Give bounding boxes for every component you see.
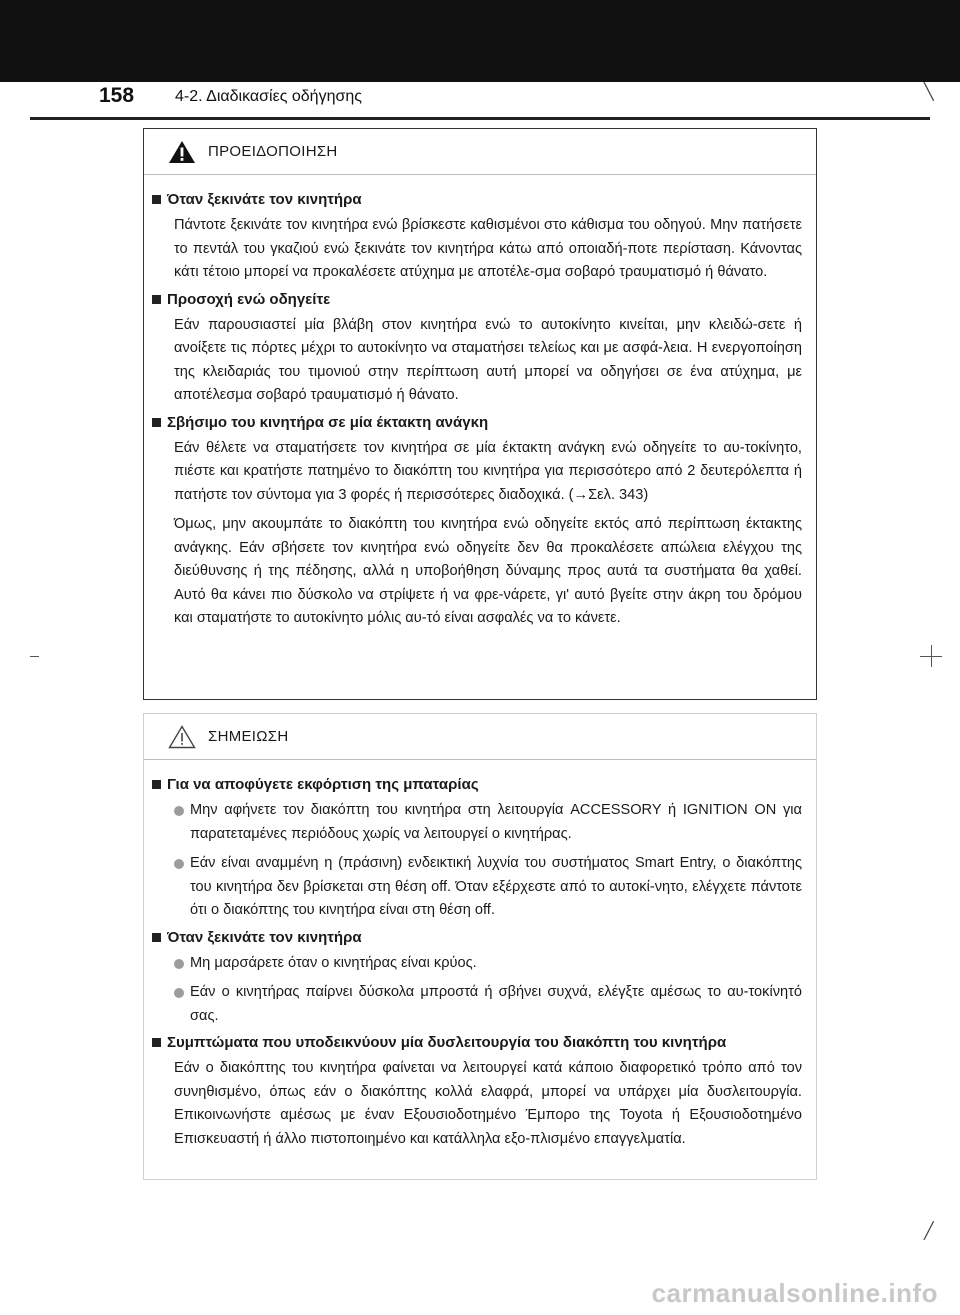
square-bullet-icon (152, 418, 161, 427)
header-rule (30, 117, 930, 120)
note-bullet-item: Μην αφήνετε τον διακόπτη του κινητήρα στη λειτουργία ACCESSORY ή IGNITION ON για παρατεταμένες περιόδους χωρίς να λειτουργεί ο κινητήρας. (174, 799, 802, 846)
note-title: ΣΗΜΕΙΩΣΗ (208, 728, 289, 745)
page-number: 158 (99, 84, 135, 107)
square-bullet-icon (152, 933, 161, 942)
note-bullet-item: Εάν είναι αναμμένη η (πράσινη) ενδεικτική λυχνία του συστήματος Smart Entry, ο διακόπτης του κινητήρα δεν βρίσκεται στη θέση off. Όταν εξέρχεστε από το αυτοκί-νητο, ελέγχετε πάντοτε ότι ο διακόπτης του κινητήρα είναι στη θέση off. (174, 852, 802, 923)
top-black-bar (0, 0, 960, 82)
warning-paragraph: Πάντοτε ξεκινάτε τον κινητήρα ενώ βρίσκεστε καθισμένοι στο κάθισμα του οδηγού. Μην πατήσετε το πεντάλ του γκαζιού ενώ ξεκινάτε τον κινητήρα κάτω από οποιαδή-ποτε περίσταση. Κάνοντας κάτι τέτοιο μπορεί να προκαλέσετε ατύχημα με αποτέλε-σμα σοβαρό τραυματισμό ή θάνατο. (174, 217, 802, 280)
note-bullet-item: Εάν ο κινητήρας παίρνει δύσκολα μπροστά ή σβήνει συχνά, ελέγξτε αμέσως το αυ-τοκίνητό σας. (174, 981, 802, 1028)
corner-crop-mark-bottom: ╱ (924, 1223, 934, 1240)
warning-box (143, 128, 817, 700)
note-heading-switch-malfunction: Συμπτώματα που υποδεικνύουν μία δυσλειτουργία του διακόπτη του κινητήρα (152, 1034, 802, 1051)
warning-heading-driving-caution: Προσοχή ενώ οδηγείτε (152, 291, 802, 308)
round-bullet-icon (174, 988, 184, 998)
round-bullet-icon (174, 859, 184, 869)
caution-triangle-outline-icon (168, 725, 196, 749)
round-bullet-icon (174, 806, 184, 816)
square-bullet-icon (152, 295, 161, 304)
warning-heading-emergency-stop: Σβήσιμο του κινητήρα σε μία έκτακτη ανάγκη (152, 414, 802, 431)
square-bullet-icon (152, 780, 161, 789)
warning-title: ΠΡΟΕΙΔΟΠΟΙΗΣΗ (208, 143, 338, 160)
warning-paragraph: Όμως, μην ακουμπάτε το διακόπτη του κινητήρα ενώ οδηγείτε εκτός από περίπτωση έκτακτης ανάγκης. Εάν σβήσετε τον κινητήρα ενώ οδηγείτε δεν θα προκαλέσετε απώλεια ελέγχου της διεύθυνσης ή της πέδησης, αλλά η υποβοήθηση δύναμης προς αυτά τα συστήματα θα χαθεί. Αυτό θα κάνει πιο δύσκολο να στρίψετε ή να φρε-νάρετε, γι' αυτό βγείτε στην άκρη του δρόμου και σταματήστε το αυτοκίνητο μόλις αυ-τό είναι ασφαλές να το κάνετε. (174, 516, 802, 626)
note-paragraph: Εάν ο διακόπτης του κινητήρα φαίνεται να λειτουργεί κατά κάποιο διαφορετικό τρόπο από τον συνηθισμένο, όπως εάν ο διακόπτης κολλά ελαφρά, μπορεί να υπάρχει μία δυσλειτουργία. Επικοινωνήστε αμέσως με έναν Εξουσιοδοτημένο Έμπορο της Toyota ή Εξουσιοδοτημένο Επισκευαστή ή άλλο πιστοποιημένο και κατάλληλα εξο-πλισμένο επαγγελματία. (174, 1060, 802, 1147)
warning-triangle-icon (168, 140, 196, 164)
note-heading-battery: Για να αποφύγετε εκφόρτιση της μπαταρίας (152, 776, 802, 793)
watermark: carmanualsonline.info (651, 1278, 938, 1308)
note-header (144, 714, 816, 760)
crop-mark-left (30, 656, 39, 657)
note-box (143, 713, 817, 1180)
note-heading-start-engine: Όταν ξεκινάτε τον κινητήρα (152, 929, 802, 946)
crop-mark-right-v (931, 645, 932, 667)
note-bullet-item: Μη μαρσάρετε όταν ο κινητήρας είναι κρύος. (174, 952, 802, 976)
warning-paragraph: Εάν θέλετε να σταματήσετε τον κινητήρα σε μία έκτακτη ανάγκη ενώ οδηγείτε το αυ-τοκίνητο, πιέστε και κρατήστε πατημένο το διακόπτη του κινητήρα για περισσότερο από 2 δευτερόλεπτα ή πατήστε τον σύντομα για 3 φορές ή περισσότερες διαδοχικά. (→Σελ. 343) (174, 439, 802, 503)
section-title: 4-2. Διαδικασίες οδήγησης (175, 88, 362, 105)
warning-paragraph: Εάν παρουσιαστεί μία βλάβη στον κινητήρα ενώ το αυτοκίνητο κινείται, μην κλειδώ-σετε ή ανοίξετε τις πόρτες μέχρι το αυτοκίνητο να σταματήσει τελείως και με ασφά-λεια. Η ενεργοποίηση της κλειδαριάς του τιμονιού στην περίπτωση αυτή μπορεί να οδηγήσει σε ένα ατύχημα, με αποτέλεσμα σοβαρό τραυματισμό ή θάνατο. (174, 316, 802, 403)
square-bullet-icon (152, 1038, 161, 1047)
warning-header (144, 129, 816, 175)
warning-heading-start-engine: Όταν ξεκινάτε τον κινητήρα (152, 191, 802, 208)
square-bullet-icon (152, 195, 161, 204)
corner-crop-mark: ╲ (924, 84, 934, 101)
round-bullet-icon (174, 959, 184, 969)
